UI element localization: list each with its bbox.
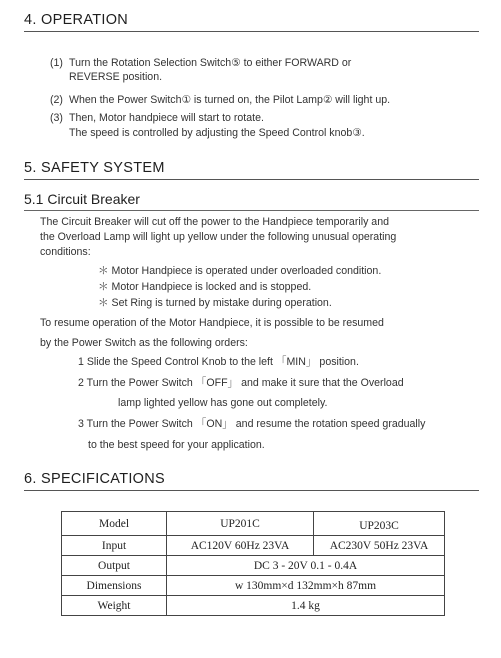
- bullet-3: ＊ Set Ring is turned by mistake during operation.: [98, 297, 332, 309]
- intro-line-2: the Overload Lamp will light up yellow under the following unusual operating: [40, 231, 397, 243]
- input-up201c: AC120V 60Hz 23VA: [167, 536, 314, 556]
- table-row: [62, 536, 445, 556]
- input-up203c: AC230V 50Hz 23VA: [314, 536, 445, 556]
- order-3: 3 Turn the Power Switch 「ON」 and resume the rotation speed gradually: [78, 418, 426, 430]
- bullet-1: ＊ Motor Handpiece is operated under overloaded condition.: [98, 265, 382, 277]
- step-1-line-1: Turn the Rotation Selection Switch⑤ to either FORWARD or: [69, 57, 352, 69]
- model-up201c: UP201C: [167, 512, 314, 536]
- order-3-cont: to the best speed for your application.: [88, 439, 265, 451]
- section-5-heading: 5. SAFETY SYSTEM: [24, 159, 479, 180]
- order-2: 2 Turn the Power Switch 「OFF」 and make it sure that the Overload: [78, 377, 404, 389]
- step-1-line-2: REVERSE position.: [69, 71, 163, 83]
- model-label: Model: [62, 512, 167, 536]
- model-up203c: UP203C: [314, 512, 445, 536]
- step-3-number: (3): [50, 112, 63, 124]
- section-5-1-heading: 5.1 Circuit Breaker: [24, 190, 479, 211]
- order-2-cont: lamp lighted yellow has gone out completely.: [118, 397, 328, 409]
- table-row: [62, 512, 445, 536]
- step-3-line-2: The speed is controlled by adjusting the Speed Control knob③.: [69, 127, 365, 139]
- weight-value: 1.4 kg: [167, 596, 445, 616]
- section-4-heading: 4. OPERATION: [24, 11, 479, 32]
- section-6-heading: 6. SPECIFICATIONS: [24, 470, 479, 491]
- step-3-line-1: Then, Motor handpiece will start to rotate.: [69, 112, 264, 124]
- output-value: DC 3 - 20V 0.1 - 0.4A: [167, 556, 445, 576]
- weight-label: Weight: [62, 596, 167, 616]
- input-label: Input: [62, 536, 167, 556]
- step-2-number: (2): [50, 94, 63, 106]
- bullet-2: ＊ Motor Handpiece is locked and is stopped.: [98, 281, 312, 293]
- dimensions-label: Dimensions: [62, 576, 167, 596]
- intro-line-1: The Circuit Breaker will cut off the power to the Handpiece temporarily and: [40, 216, 389, 228]
- intro-line-3: conditions:: [40, 246, 91, 258]
- step-2-line-1: When the Power Switch① is turned on, the Pilot Lamp② will light up.: [69, 94, 391, 106]
- resume-line-2: by the Power Switch as the following orders:: [40, 337, 248, 349]
- table-row: [62, 576, 445, 596]
- specifications-table: [61, 511, 445, 616]
- order-1: 1 Slide the Speed Control Knob to the left 「MIN」 position.: [78, 356, 359, 368]
- step-1-number: (1): [50, 57, 63, 69]
- table-row: [62, 596, 445, 616]
- dimensions-value: w 130mm×d 132mm×h 87mm: [167, 576, 445, 596]
- resume-line-1: To resume operation of the Motor Handpiece, it is possible to be resumed: [40, 317, 384, 329]
- output-label: Output: [62, 556, 167, 576]
- table-row: [62, 556, 445, 576]
